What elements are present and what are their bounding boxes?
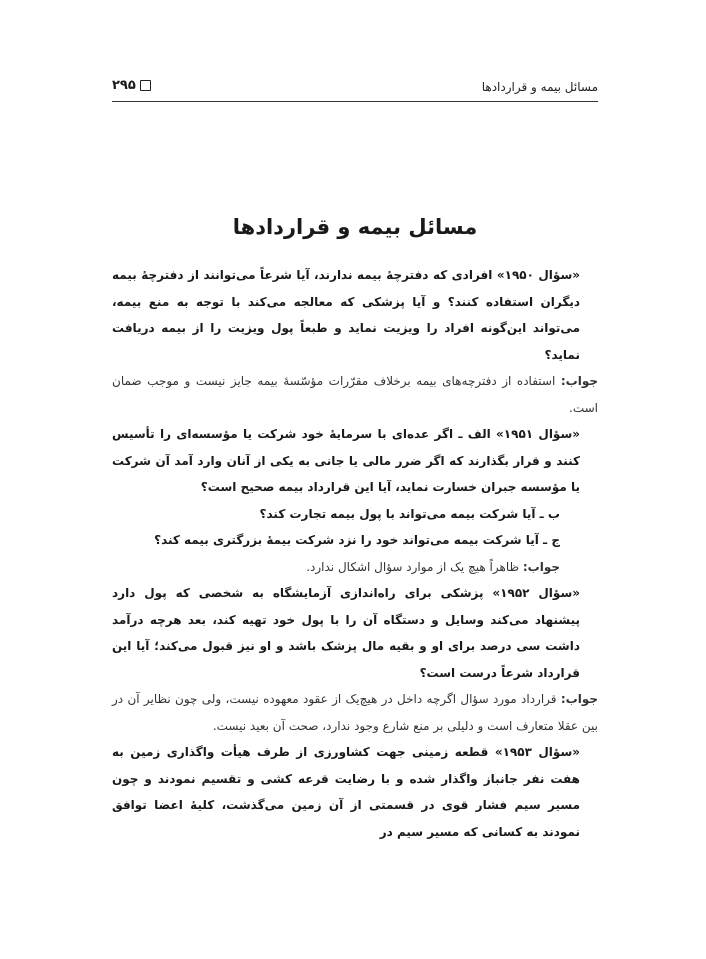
answer-label: جواب: xyxy=(522,559,560,574)
question-paragraph xyxy=(112,421,598,501)
answer-paragraph xyxy=(112,554,598,581)
page-number-value: ۲۹۵ xyxy=(112,78,136,93)
question-label: «سؤال ۱۹۵۲» xyxy=(492,586,580,600)
answer-paragraph xyxy=(112,368,598,421)
header-divider xyxy=(112,101,598,102)
question-text: الف ـ اگر عده‌ای با سرمایهٔ خود شرکت یا مؤسسه‌ای را تأسیس کنند و قرار بگذارند که اگر ضرر مالی یا جانی به یکی از آنان وارد آمد آن شرکت یا مؤسسه جبران خسارت نماید، آیا این قرارداد بیمه صحیح است؟ xyxy=(112,427,580,494)
question-text: افرادی که دفترچهٔ بیمه ندارند، آیا شرعاً می‌توانند از دفترچهٔ بیمه دیگران استفاده کنند؟ و آیا پزشکی که معالجه می‌کند با توجه به منع بیمه، می‌تواند این‌گونه افراد را ویزیت نماید و طبعاً پول ویزیت را از بیمه دریافت نماید؟ xyxy=(112,268,580,362)
question-paragraph xyxy=(112,739,598,845)
question-label: «سؤال ۱۹۵۳» xyxy=(494,745,580,759)
question-text: پزشکی برای راه‌اندازی آزمایشگاه به شخصی که پول دارد پیشنهاد می‌کند وسایل و دستگاه آن را با پول خود تهیه کند، بعد هرچه درآمد داشت سی درصد برای او و بقیه مال پزشک باشد و او نیز قبول می‌کند؛ آیا این قرارداد شرعاً درست است؟ xyxy=(112,586,580,680)
body-text xyxy=(112,262,598,845)
question-paragraph xyxy=(112,580,598,686)
question-subitem-text: ج ـ آیا شرکت بیمه می‌تواند خود را نزد شرکت بیمهٔ بزرگتری بیمه کند؟ xyxy=(154,533,560,547)
answer-text: استفاده از دفترچه‌های بیمه برخلاف مقرّرات مؤسّسهٔ بیمه جایز نیست و موجب ضمان است. xyxy=(112,374,598,415)
question-label: «سؤال ۱۹۵۰» xyxy=(496,268,580,282)
chapter-title: مسائل بیمه و قراردادها xyxy=(232,215,478,239)
question-subitem-text: ب ـ آیا شرکت بیمه می‌تواند با پول بیمه تجارت کند؟ xyxy=(259,506,560,521)
question-text: قطعه زمینی جهت کشاورزی از طرف هیأت واگذاری زمین به هفت نفر جانباز واگذار شده و با رضایت قرعه کشی و تقسیم نمودند و چون مسیر سیم فشار قوی در قسمتی از آن زمین می‌گذشت، کلیهٔ اعضا توافق نمودند به کسانی که مسیر سیم در xyxy=(112,745,580,839)
running-header xyxy=(112,78,598,100)
question-subitem xyxy=(112,501,598,528)
question-paragraph xyxy=(112,262,598,368)
question-subitem xyxy=(112,527,598,554)
answer-paragraph xyxy=(112,686,598,739)
answer-label: جواب: xyxy=(560,692,598,706)
square-box-icon xyxy=(140,80,151,91)
answer-text: قرارداد مورد سؤال اگرچه داخل در هیچ‌یک از عقود معهوده نیست، ولی چون نظایر آن در بین عقلا متعارف است و دلیلی بر منع شارع وجود ندارد، صحت آن بعید نیست. xyxy=(112,692,598,733)
answer-text: ظاهراً هیچ یک از موارد سؤال اشکال ندارد. xyxy=(306,559,523,574)
page-number xyxy=(112,78,151,93)
running-header-title: مسائل بیمه و قراردادها xyxy=(481,80,598,94)
question-label: «سؤال ۱۹۵۱» xyxy=(496,427,581,441)
answer-label: جواب: xyxy=(560,374,598,388)
